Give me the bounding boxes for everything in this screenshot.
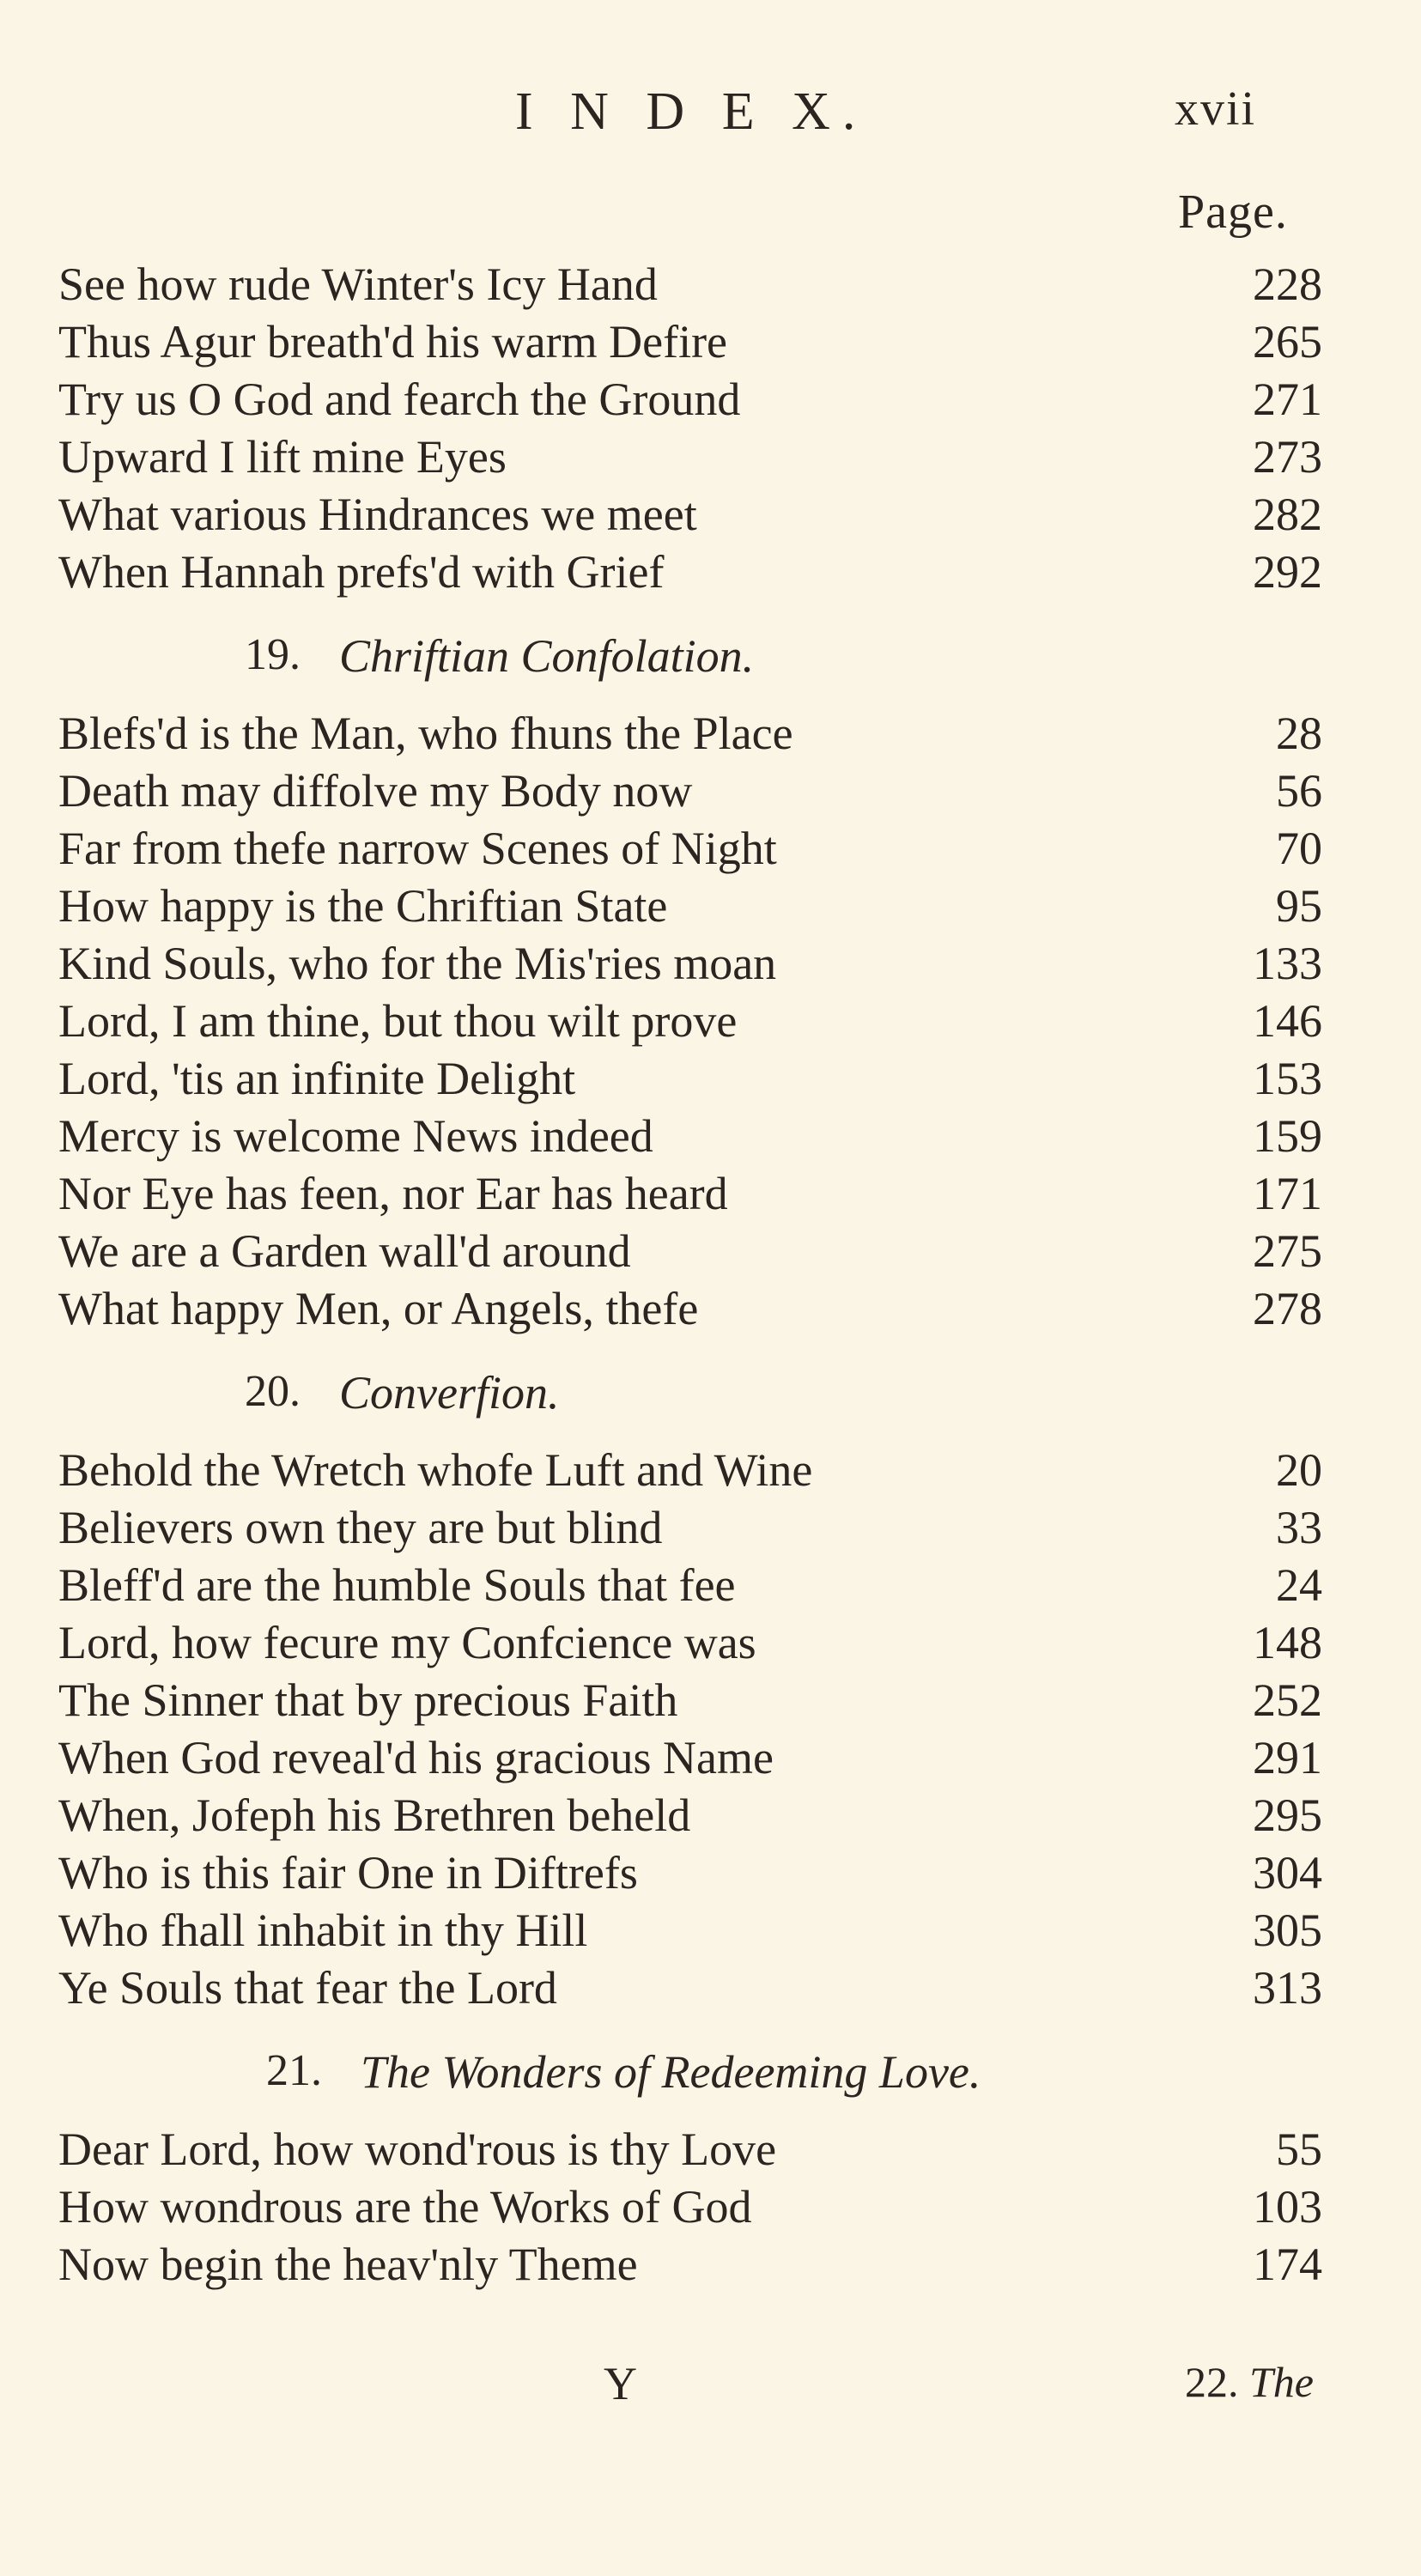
hymn-first-line: How happy is the Chriftian State — [58, 880, 668, 932]
page-column-label: Page. — [1178, 185, 1288, 239]
page-number: 70 — [1276, 823, 1322, 874]
page-number: 153 — [1253, 1053, 1322, 1104]
index-entry — [0, 1616, 1421, 1673]
hymn-first-line: Believers own they are but blind — [58, 1502, 663, 1553]
page-number: 55 — [1276, 2123, 1322, 2175]
page-number: 228 — [1253, 258, 1322, 310]
page-number: 305 — [1253, 1905, 1322, 1956]
page-number: 56 — [1276, 765, 1322, 817]
index-entry — [0, 879, 1421, 936]
page-number: 271 — [1253, 374, 1322, 425]
section-heading — [0, 2045, 1421, 2102]
hymn-first-line: How wondrous are the Works of God — [58, 2181, 752, 2233]
index-entry — [0, 373, 1421, 429]
page-number: 28 — [1276, 708, 1322, 759]
hymn-first-line: Behold the Wretch whofe Luft and Wine — [58, 1444, 813, 1496]
section-number: 19. — [245, 630, 301, 679]
hymn-first-line: Bleff'd are the humble Souls that fee — [58, 1559, 736, 1611]
hymn-first-line: When Hannah prefs'd with Grief — [58, 546, 665, 598]
hymn-first-line: Lord, I am thine, but thou wilt prove — [58, 995, 738, 1047]
page-folio: xvii — [1175, 82, 1257, 136]
index-entry — [0, 258, 1421, 314]
page-number: 252 — [1253, 1674, 1322, 1726]
index-entry — [0, 2123, 1421, 2179]
hymn-first-line: What happy Men, or Angels, thefe — [58, 1283, 699, 1334]
hymn-first-line: Lord, 'tis an infinite Delight — [58, 1053, 576, 1104]
hymn-first-line: Dear Lord, how wond'rous is thy Love — [58, 2123, 777, 2175]
hymn-first-line: The Sinner that by precious Faith — [58, 1674, 678, 1726]
section-title: Chriftian Confolation. — [339, 630, 755, 682]
index-entry — [0, 545, 1421, 602]
index-entry — [0, 1558, 1421, 1615]
page-number: 171 — [1253, 1168, 1322, 1219]
catchword-number: 22. — [1185, 2358, 1239, 2406]
hymn-first-line: Mercy is welcome News indeed — [58, 1110, 653, 1162]
index-entry — [0, 1846, 1421, 1903]
page-number: 24 — [1276, 1559, 1322, 1611]
page-number: 304 — [1253, 1847, 1322, 1899]
page-number: 33 — [1276, 1502, 1322, 1553]
index-entry — [0, 1282, 1421, 1339]
page-number: 295 — [1253, 1789, 1322, 1841]
page-number: 20 — [1276, 1444, 1322, 1496]
page-footer — [0, 2357, 1421, 2417]
index-entry — [0, 1224, 1421, 1281]
index-entry — [0, 1789, 1421, 1845]
section-number: 21. — [266, 2046, 322, 2095]
hymn-first-line: Far from thefe narrow Scenes of Night — [58, 823, 777, 874]
hymn-first-line: Who is this fair One in Diftrefs — [58, 1847, 638, 1899]
page-number: 103 — [1253, 2181, 1322, 2233]
section-heading — [0, 1366, 1421, 1423]
page-number: 265 — [1253, 316, 1322, 368]
hymn-first-line: Nor Eye has feen, nor Ear has heard — [58, 1168, 728, 1219]
index-entry — [0, 2180, 1421, 2237]
index-entry — [0, 1109, 1421, 1166]
index-entry — [0, 1961, 1421, 2018]
page-number: 159 — [1253, 1110, 1322, 1162]
hymn-first-line: Lord, how fecure my Confcience was — [58, 1617, 756, 1668]
index-entry — [0, 430, 1421, 487]
hymn-first-line: Who fhall inhabit in thy Hill — [58, 1905, 588, 1956]
index-entry — [0, 1674, 1421, 1730]
page-number: 282 — [1253, 489, 1322, 540]
hymn-first-line: Ye Souls that fear the Lord — [58, 1962, 557, 2014]
index-entry — [0, 315, 1421, 372]
page-number: 133 — [1253, 938, 1322, 989]
index-entry — [0, 1501, 1421, 1558]
hymn-first-line: Death may diffolve my Body now — [58, 765, 693, 817]
running-head — [0, 82, 1421, 150]
page-number: 95 — [1276, 880, 1322, 932]
running-title: I N D E X. — [515, 82, 868, 141]
hymn-first-line: What various Hindrances we meet — [58, 489, 697, 540]
section-title: Converfion. — [339, 1367, 560, 1419]
page-number: 292 — [1253, 546, 1322, 598]
section-heading — [0, 629, 1421, 686]
page-number: 174 — [1253, 2239, 1322, 2290]
index-entry — [0, 994, 1421, 1051]
hymn-first-line: See how rude Winter's Icy Hand — [58, 258, 658, 310]
index-entry — [0, 1052, 1421, 1109]
index-entry — [0, 1167, 1421, 1224]
hymn-first-line: When God reveal'd his gracious Name — [58, 1732, 774, 1783]
page-number: 291 — [1253, 1732, 1322, 1783]
page-number: 275 — [1253, 1225, 1322, 1277]
hymn-first-line: When, Jofeph his Brethren beheld — [58, 1789, 691, 1841]
page-number: 146 — [1253, 995, 1322, 1047]
index-entry — [0, 822, 1421, 878]
page-number: 313 — [1253, 1962, 1322, 2014]
signature-mark: Y — [604, 2358, 637, 2409]
page-number: 148 — [1253, 1617, 1322, 1668]
hymn-first-line: Kind Souls, who for the Mis'ries moan — [58, 938, 777, 989]
index-entry — [0, 707, 1421, 763]
index-entry — [0, 1443, 1421, 1500]
hymn-first-line: Now begin the heav'nly Theme — [58, 2239, 638, 2290]
page-number: 273 — [1253, 431, 1322, 483]
page-number: 278 — [1253, 1283, 1322, 1334]
index-entry — [0, 1904, 1421, 1960]
catchword-text: The — [1249, 2358, 1314, 2406]
catchword — [1185, 2357, 1314, 2407]
hymn-first-line: We are a Garden wall'd around — [58, 1225, 631, 1277]
index-entry — [0, 764, 1421, 821]
index-entry — [0, 488, 1421, 544]
hymn-first-line: Thus Agur breath'd his warm Defire — [58, 316, 728, 368]
hymn-first-line: Try us O God and fearch the Ground — [58, 374, 741, 425]
index-entry — [0, 2238, 1421, 2294]
index-entry — [0, 937, 1421, 993]
hymn-first-line: Blefs'd is the Man, who fhuns the Place — [58, 708, 793, 759]
section-title: The Wonders of Redeeming Love. — [361, 2046, 981, 2098]
hymn-first-line: Upward I lift mine Eyes — [58, 431, 507, 483]
index-entry — [0, 1731, 1421, 1788]
section-number: 20. — [245, 1367, 301, 1416]
